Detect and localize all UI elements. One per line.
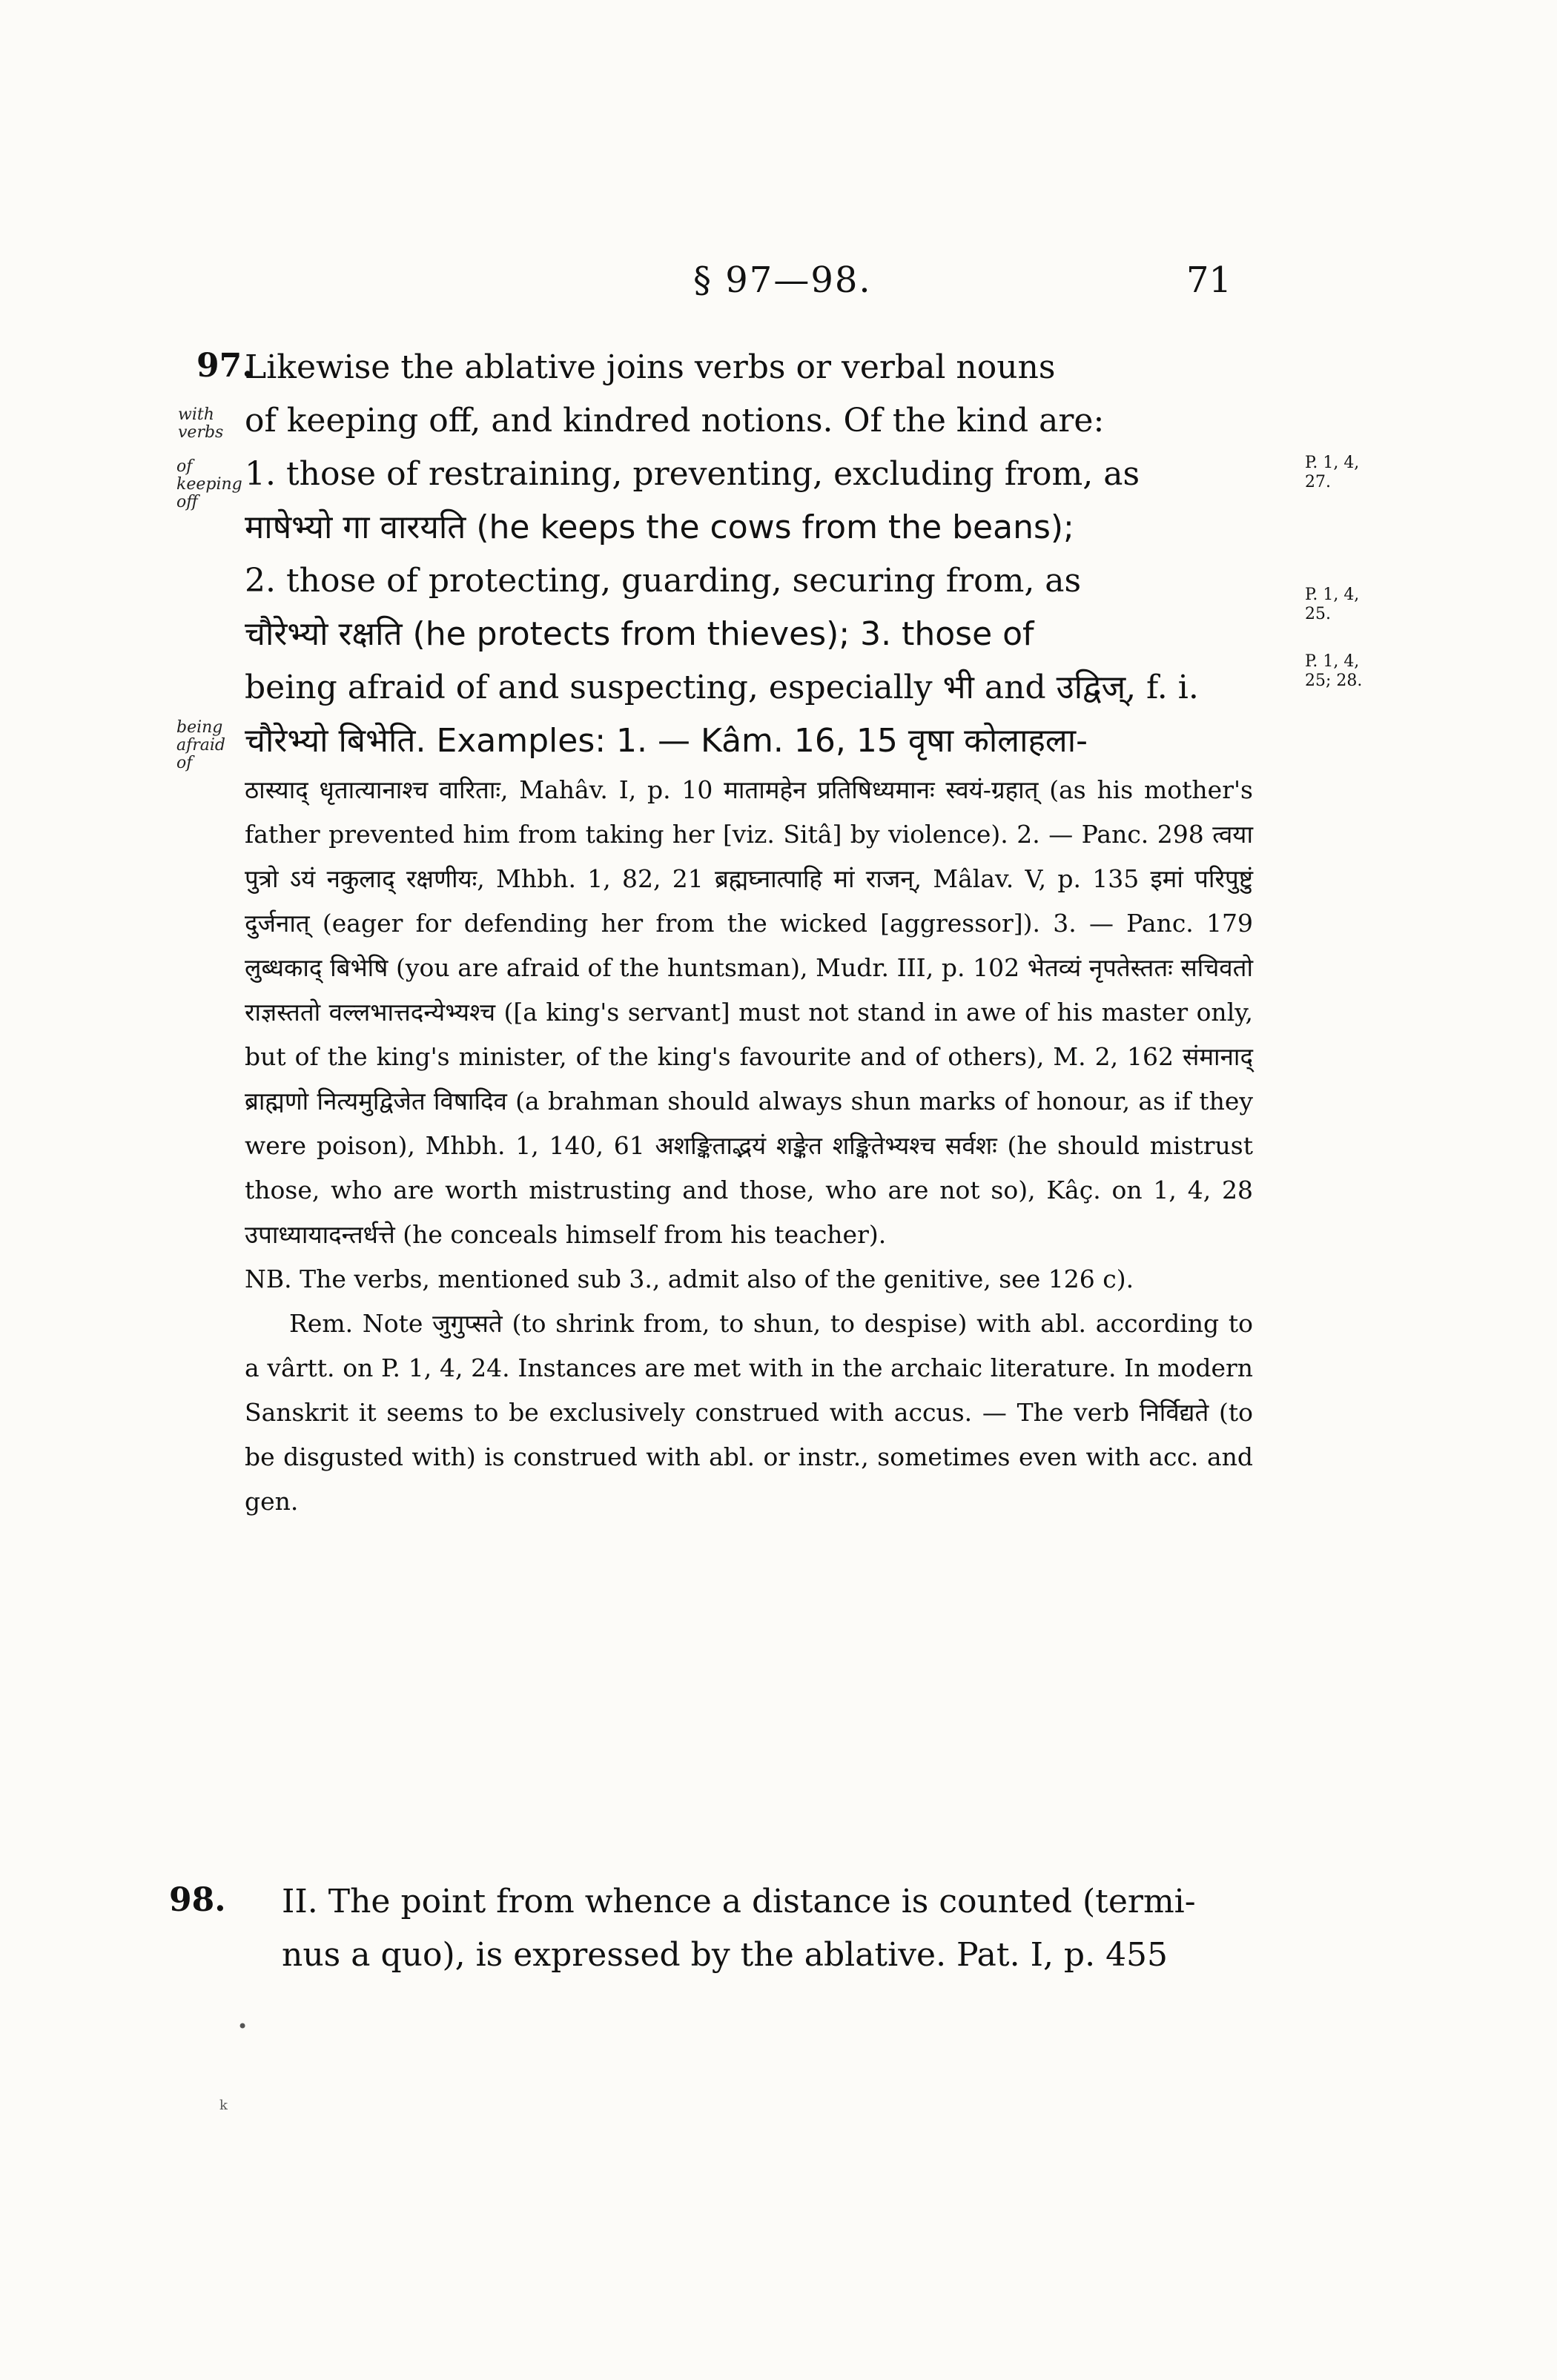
section-97-body [245,341,1253,1524]
section-header: § 97—98. [693,259,872,301]
s97-line-2: of keeping off, and kindred notions. Of the kind are: [245,402,1105,440]
margin-note-with-verbs: with verbs [178,405,224,442]
speck-mark: • [237,2016,248,2037]
s97-line-3: 1. those of restraining, preventing, excluding from, as [245,455,1140,493]
s97-line-5: 2. those of protecting, guarding, securing from, as [245,562,1082,600]
section-number-98: 98. [169,1881,226,1919]
s97-line-6: चौरेभ्यो रक्षति (he protects from thieves); 3. those of [245,615,1034,653]
s97-line-8: चौरेभ्यो बिभेति. Examples: 1. — Kâm. 16, 15 वृषा कोलाहला- [245,722,1088,760]
ref-p-1-4-25-28: P. 1, 4, 25; 28. [1305,652,1363,690]
s97-line-4: माषेभ्यो गा वारयति (he keeps the cows from the beans); [245,508,1074,546]
section-number-97: 97. [196,347,254,385]
speck-mark-2: k [219,2098,228,2113]
s98-line-2: nus a quo), is expressed by the ablative. Pat. I, p. 455 [282,1936,1168,1974]
s97-remark: Rem. Note जुगुप्सते (to shrink from, to shun, to despise) with abl. according to a vârtt. on P. 1, 4, 24. Instances are met with in the archaic literature. In modern Sanskrit it seems to be exclusively construed with accus. — The verb निर्विद्यते (to be disgusted with) is construed with abl. or instr., sometimes even with acc. and gen. [245,1309,1253,1516]
s97-nb: NB. The verbs, mentioned sub 3., admit also of the genitive, see 126 c). [245,1264,1134,1293]
s97-line-1: Likewise the ablative joins verbs or verbal nouns [245,348,1056,386]
page-number: 71 [1186,259,1232,301]
section-98-body [282,1875,1253,1982]
margin-note-being-afraid-of: being afraid of [176,718,226,772]
s97-examples: ठास्याद् धृतात्यानाश्च वारिताः, Mahâv. I, p. 10 मातामहेन प्रतिषिध्यमानः स्वयं-ग्रहात् (as his mother's father prevented him from taking her [viz. Sitâ] by violence). 2. — Panc. 298 त्वया पुत्रो ऽयं नकुलाद् रक्षणीयः, Mhbh. 1, 82, 21 ब्रह्मघ्नात्पाहि मां राजन्, Mâlav. V, p. 135 इमां परिपुष्टुं दुर्जनात् (eager for defending her from the wicked [aggressor]). 3. — Panc. 179 लुब्धकाद् बिभेषि (you are afraid of the huntsman), Mudr. III, p. 102 भेतव्यं नृपतेस्ततः सचिवतो राज्ञस्ततो वल्लभात्तदन्येभ्यश्च ([a king's servant] must not stand in awe of his master only, but of the king's minister, of the king's favourite and of others), M. 2, 162 संमानाद् ब्राह्मणो नित्यमुद्विजेत विषादिव (a brahman should always shun marks of honour, as if they were poison), Mhbh. 1, 140, 61 अशङ्किताद्भयं शङ्केत शङ्कितेभ्यश्च सर्वशः (he should mistrust those, who are worth mistrusting and those, who are not so), Kâç. on 1, 4, 28 उपाध्यायादन्तर्धत्ते (he conceals himself from his teacher). [245,775,1253,1249]
ref-p-1-4-27: P. 1, 4, 27. [1305,454,1360,491]
ref-p-1-4-25: P. 1, 4, 25. [1305,586,1360,623]
s97-line-7: being afraid of and suspecting, especially भी and उद्विज्, f. i. [245,669,1199,706]
s98-line-1: II. The point from whence a distance is counted (termi- [282,1883,1196,1920]
margin-note-of-keeping-off: of keeping off [176,457,242,511]
